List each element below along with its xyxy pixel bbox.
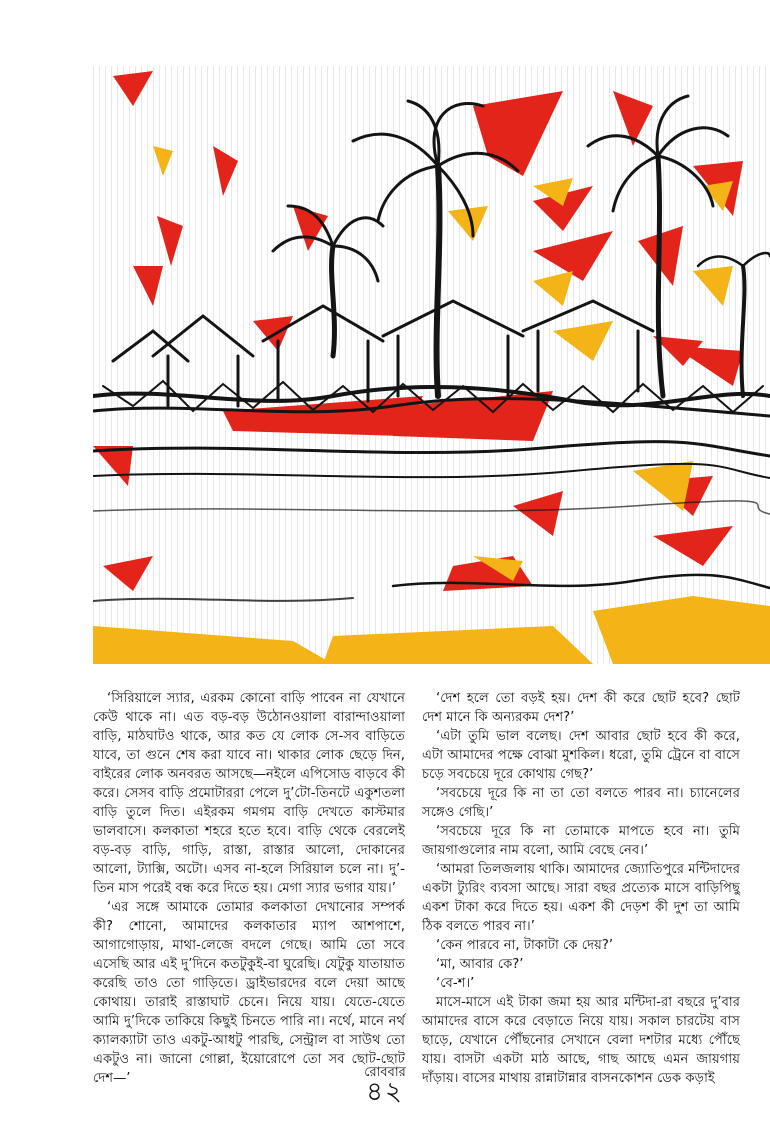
paragraph: ‘দেশ হলে তো বড়ই হয়। দেশ কী করে ছোট হবে? ছোট দেশ মানে কি অন্যরকম দেশ?’ <box>422 691 740 725</box>
article-column-right <box>422 689 740 1088</box>
magazine-name: রোববার <box>364 1065 406 1080</box>
paragraph: ‘আমরা তিলজলায় থাকি। আমাদের জ্যোতিপুরে মন্টিদাদের একটা ট্যুরিং ব্যবসা আছে। সারা বছর প্রত্যেক মাসে বাড়িপিছু একশ টাকা করে দিতে হয়। একশ কী দেড়শ কী দুশ তা আমি ঠিক বলতে পারব না।’ <box>422 862 740 934</box>
paragraph: ‘মা, আবার কে?’ <box>436 957 524 972</box>
paragraph: ‘সবচেয়ে দূরে কি না তোমাকে মাপতে হবে না। তুমি জায়গাগুলোর নাম বলো, আমি বেছে নেব।’ <box>422 824 740 858</box>
paragraph: ‘সিরিয়ালে স্যার, এরকম কোনো বাড়ি পাবেন না যেখানে কেউ থাকে না। এত বড়-বড় উঠোনওয়ালা বারান্দাওয়ালা বাড়ি, মাঠঘাটও থাকে, আর কত যে লোক সে-সব বাড়িতে যাবে, তা গুনে শেষ করা যাবে না। থাকার লোক ছেড়ে দিন, বাইরের লোক অনবরত আসছে—নইলে এপিসোড বাড়বে কী করে। সেসব বাড়ি প্রমোটাররা পেলে দু’টো-তিনটে একুশতলা বাড়ি তুলে দিত। এইরকম গমগম বাড়ি দেখতে কাস্টমার ভালবাসে। কলকাতা শহরে হতে হবে। বাড়ি থেকে বেরলেই বড়-বড় বাড়ি, গাড়ি, রাস্তা, রাস্তার আলো, দোকানের আলো, ট্যাক্সি, অটো। এসব না-হলে সিরিয়াল চলে না। দু’-তিন মাস পরেই বন্ধ করে দিতে হয়। মেগা স্যার ভগার যায়।’ <box>93 691 405 896</box>
paragraph: ‘কেন পারবে না, টাকাটা কে দেয়?’ <box>436 938 614 953</box>
page-number: ৪২ <box>366 1077 404 1107</box>
paragraph: ‘এটা তুমি ভাল বলেছ। দেশ আবার ছোট হবে কী করে, এটা আমাদের পক্ষে বোঝা মুশকিল। ধরো, তুমি ট্রেনে বা বাসে চড়ে সবচেয়ে দূরে কোথায় গেছ?’ <box>422 729 740 782</box>
beach-palm-illustration <box>93 66 770 664</box>
article-column-left <box>93 689 405 1088</box>
paragraph: মাসে-মাসে এই টাকা জমা হয় আর মন্টিদা-রা বছরে দু’বার আমাদের বাসে করে বেড়াতে নিয়ে যায়। সকাল চারটেয় বাস ছাড়ে, যেখানে পৌঁছনোর সেখানে বেলা দশটার মধ্যে পৌঁছে যায়। বাসটা একটা মাঠ আছে, গাছ আছে এমন জায়গায় দাঁড়ায়। বাসের মাথায় রান্নাটান্নার বাসনকোশন ডেক কড়াই <box>422 995 740 1086</box>
paragraph: ‘এর সঙ্গে আমাকে তোমার কলকাতা দেখানোর সম্পর্ক কী? শোনো, আমাদের কলকাতার ম্যাপ আশপাশে, আগাগোড়ায়, মাথা-লেজে বদলে গেছে। আমি তো সবে এসেছি আর এই দু’দিনে কতটুকুই-বা ঘুরেছি। যেটুকু যাতায়াত করেছি তাও তো গাড়িতে। ড্রাইভারদের বলে দেয়া আছে কোথায়। তারাই রাস্তাঘাট চেনে। নিয়ে যায়। যেতে-যেতে আমি দু’দিকে তাকিয়ে কিছুই চিনতে পারি না। নর্থে, মানে নর্থ ক্যালক্যাটা তাও একটু-আধটু পারছি, সেন্ট্রাল বা সাউথ তো একটুও না। জানো গোল্লা, ইয়োরোপে তো সব ছোট-ছোট দেশ—’ <box>93 900 405 1086</box>
paragraph: ‘সবচেয়ে দূরে কি না তা তো বলতে পারব না। চ্যানেলের সঙ্গেও গেছি।’ <box>422 786 740 820</box>
paragraph: ‘বে-শ।’ <box>436 976 475 991</box>
